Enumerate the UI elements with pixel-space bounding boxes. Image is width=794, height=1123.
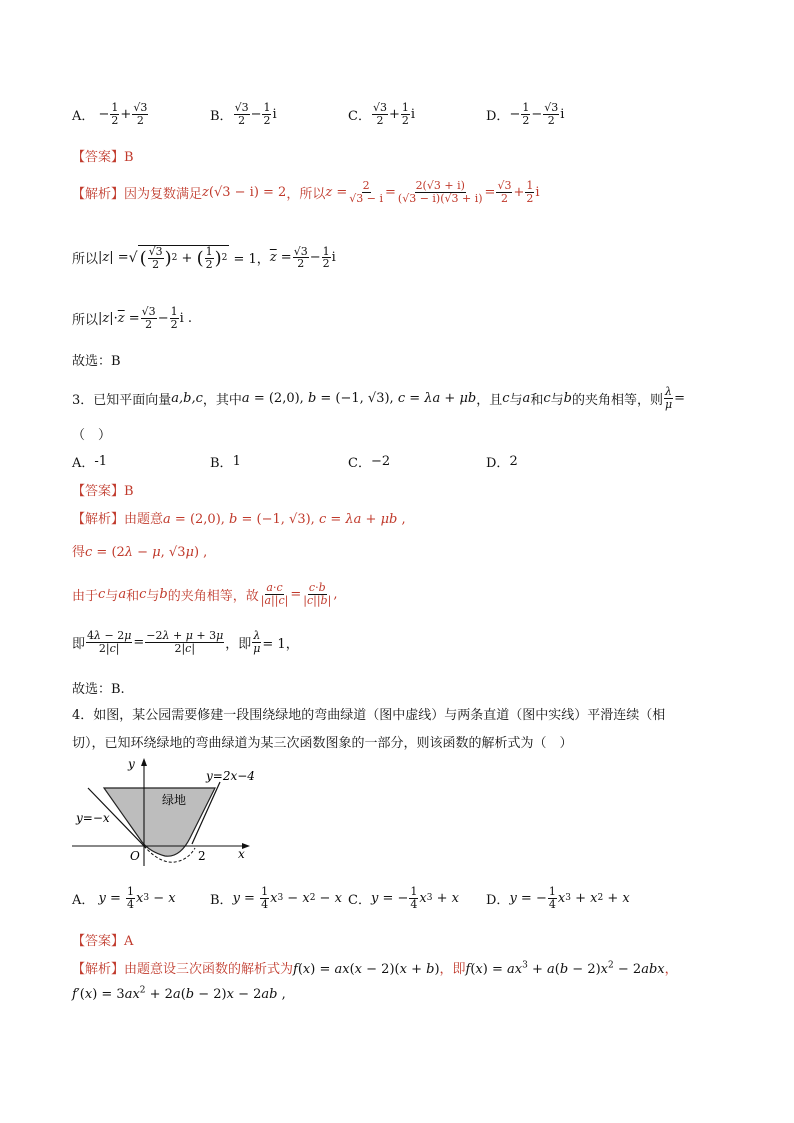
q2-choices xyxy=(72,102,722,130)
answer-blank: （ ） xyxy=(72,428,112,443)
choice-value: 2 xyxy=(509,454,518,469)
question-stem: 切），已知环绕绿地的弯曲绿道为某三次函数图象的一部分，则该函数的解析式为（ ） xyxy=(72,736,573,751)
choice-label: A． xyxy=(72,456,95,471)
label-line2: y=−x xyxy=(76,811,110,825)
q4-choice-d[interactable]: D． y = − $\frac{1}{4}$ x 3 + x 2 + x xyxy=(486,885,630,911)
conclusion-text: 故选：B xyxy=(72,354,121,369)
answer-value: B xyxy=(124,150,134,165)
q4-stem-line1 xyxy=(72,704,665,723)
q3-choice-c[interactable] xyxy=(348,452,390,471)
choice-label: D． xyxy=(486,892,510,908)
choice-label: C． xyxy=(348,456,371,471)
answer-value: A xyxy=(124,934,134,949)
q2-answer xyxy=(72,146,134,165)
analysis-tag: 【解析】 xyxy=(72,962,125,977)
choice-label: C． xyxy=(348,108,371,124)
answer-tag: 【答案】 xyxy=(72,484,125,499)
q2-choice-d[interactable]: D． − $\frac{1}{2}$ − $\frac{√3}{2}$ i xyxy=(486,101,565,127)
analysis-text: 所以 xyxy=(72,312,99,328)
q3-stem: 3．已知平面向量 a,b,c ，其中 a = (2,0), b = (−1, √3), c = λa + μb ，且 c 与 a 和 c 与 b 的夹角相等，则 $\frac{\lambda}{\mu}$ = xyxy=(72,385,686,411)
analysis-text: 的夹角相等，故 xyxy=(167,588,259,604)
q4-answer xyxy=(72,930,133,949)
q3-choices xyxy=(72,452,722,480)
stem-text: ，且 xyxy=(476,392,503,408)
q3-analysis-1: 【解析】由题意a = (2,0), b = (−1, √3), c = λa + μb , xyxy=(72,512,406,527)
q2-conclusion xyxy=(72,350,121,369)
q4-choice-b[interactable]: B． y = $\frac{1}{4}$ x 3 − x 2 − x xyxy=(210,885,342,911)
q2-choice-a[interactable]: A． − $\frac{1}{2}$ + $\frac{√3}{2}$ xyxy=(72,101,148,127)
q3-choice-a[interactable] xyxy=(72,452,107,471)
choice-label: B． xyxy=(210,108,233,124)
label-x: x xyxy=(238,847,245,861)
answer-tag: 【答案】 xyxy=(72,934,125,949)
stem-text: 的夹角相等，则 xyxy=(571,392,663,408)
answer-value: B xyxy=(124,484,134,499)
choice-label: D． xyxy=(486,456,510,471)
question-stem: 4．如图，某公园需要修建一段围绕绿地的弯曲绿道（图中虚线）与两条直道（图中实线）平滑连续（相 xyxy=(72,708,666,723)
q2-analysis-1: 【解析】 因为复数满足 z(√3 − i) = 2 ，所以 z = $\frac{2}{√3 - i}$ = $\frac{2(√3 + i)}{(√3 - i)(√3 + i)}$ = $\frac{√3}{2}$ + $\frac{1}{2}$ i xyxy=(72,179,540,205)
answer-tag: 【答案】 xyxy=(72,150,125,165)
label-2: 2 xyxy=(198,849,206,863)
analysis-text: ，即 xyxy=(439,962,466,977)
analysis-text: 因为复数满足 xyxy=(124,186,203,202)
stem-text: ，其中 xyxy=(202,392,242,408)
choice-value: 1 xyxy=(232,454,241,469)
q2-choice-c[interactable]: C． $\frac{√3}{2}$ + $\frac{1}{2}$ i xyxy=(348,101,416,127)
analysis-text: ，即 xyxy=(225,636,252,652)
q3-choice-b[interactable] xyxy=(210,452,241,471)
q2-analysis-3: 所以 $|z|\cdot\overline{z}$ = $\frac{√3}{2}$ − $\frac{1}{2}$ i . xyxy=(72,305,193,331)
label-line1: y=2x−4 xyxy=(206,769,255,783)
analysis-text: 与 xyxy=(105,588,119,604)
q3-paren xyxy=(72,424,111,443)
stem-text: 与 xyxy=(509,392,523,408)
stem-text: 与 xyxy=(550,392,564,408)
choice-label: A． xyxy=(72,108,95,124)
analysis-tag: 【解析】 xyxy=(72,512,125,527)
q2-choice-b[interactable]: B． $\frac{√3}{2}$ − $\frac{1}{2}$ i xyxy=(210,101,277,127)
q3-conclusion xyxy=(72,678,125,697)
q4-choice-a[interactable]: A． y = $\frac{1}{4}$ x 3 − x xyxy=(72,885,176,911)
choice-value: −2 xyxy=(370,454,391,469)
choice-label: D． xyxy=(486,108,510,124)
y-axis-arrow-icon xyxy=(141,758,147,766)
analysis-text: ， xyxy=(664,962,678,977)
choice-label: C． xyxy=(348,892,371,908)
analysis-text: 由题意 xyxy=(124,512,164,527)
q4-choice-c[interactable]: C． y = − $\frac{1}{4}$ x 3 + x xyxy=(348,885,459,911)
q4-choices xyxy=(72,886,722,914)
stem-text: 和 xyxy=(530,392,544,408)
q3-answer xyxy=(72,480,134,499)
q3-analysis-2: 得c = (2λ − μ, √3μ) , xyxy=(72,545,208,560)
conclusion-text: 故选：B. xyxy=(72,682,125,697)
q4-figure xyxy=(70,756,260,868)
label-o: O xyxy=(130,849,140,863)
question-stem: 3．已知平面向量 xyxy=(72,392,172,408)
analysis-tag: 【解析】 xyxy=(72,186,125,202)
q4-stem-line2 xyxy=(72,732,573,751)
q3-analysis-3: 由于 c 与 a 和 c 与 b 的夹角相等，故 $\frac{a\cdot c}{|a||c|}$ = $\frac{c\cdot b}{|c||b|}$ , xyxy=(72,581,338,607)
choice-label: A． xyxy=(72,892,95,908)
analysis-text: 由题意设三次函数的解析式为 xyxy=(124,962,294,977)
analysis-text: 和 xyxy=(126,588,140,604)
choice-value: -1 xyxy=(94,454,108,469)
analysis-text: 所以 xyxy=(72,252,99,268)
q4-analysis-1: 【解析】由题意设三次函数的解析式为f(x) = ax(x − 2)(x + b)，即$f(x) = ax^3 + a(b - 2)x^2 - 2abx$， xyxy=(72,960,678,977)
analysis-text: 由于 xyxy=(72,588,99,604)
analysis-text: 得 xyxy=(72,545,86,560)
q2-analysis-2: 所以 |z| = √ ( $\frac{√3}{2}$ ) 2 + ( $\frac{1}{2}$ ) 2 = 1， $\overline{z}$ = $\frac{√3}{2}$ − $\frac{1}{2}$ i xyxy=(72,244,336,271)
label-green: 绿地 xyxy=(162,793,187,807)
choice-label: B． xyxy=(210,456,233,471)
analysis-text: 即 xyxy=(72,636,86,652)
analysis-text: ，所以 xyxy=(286,186,326,202)
q3-choice-d[interactable] xyxy=(486,452,518,471)
label-y: y xyxy=(128,757,135,771)
q4-analysis-2: $f'(x) = 3ax^2 + 2a(b - 2)x - 2ab$ , xyxy=(72,986,286,1003)
analysis-text: 与 xyxy=(146,588,160,604)
choice-label: B． xyxy=(210,892,233,908)
q3-analysis-4: 即 $\frac{4\lambda - 2\mu}{2|c|}$ = $\frac{-2\lambda + \mu + 3\mu}{2|c|}$ ，即 $\frac{\lambda}{\mu}$ = 1， xyxy=(72,629,299,655)
